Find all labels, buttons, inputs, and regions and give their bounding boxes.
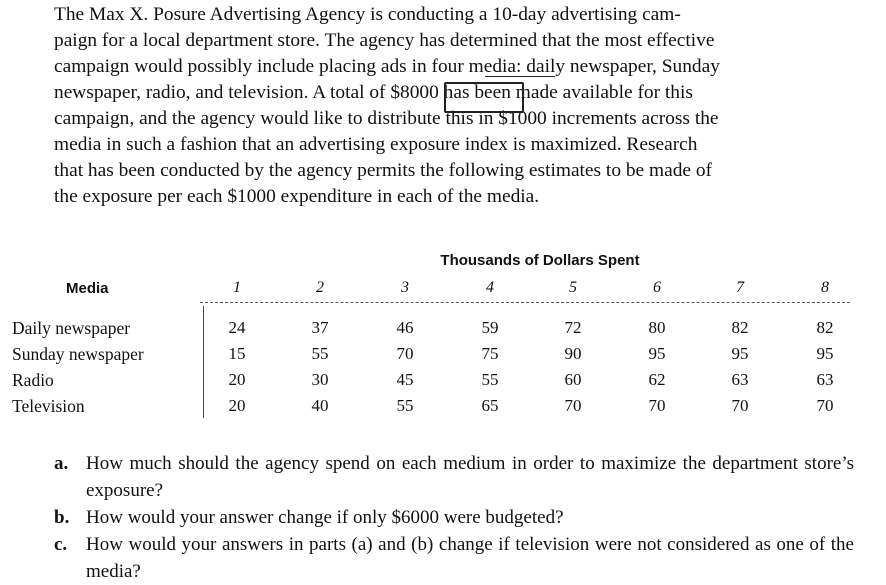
column-header: 7 (736, 279, 744, 296)
question-label: a. (54, 453, 69, 474)
table-cell: 20 (228, 396, 246, 415)
question-item (54, 450, 854, 504)
row-label: Sunday newspaper (12, 344, 144, 364)
column-header: 4 (486, 279, 494, 296)
problem-line: campaign, and the agency would like to distribute this in $1000 increments across the (54, 108, 719, 129)
table-caption: Thousands of Dollars Spent (440, 252, 640, 269)
table-header-rule (200, 302, 850, 303)
table-cell: 37 (311, 318, 329, 337)
media-column-header: Media (66, 280, 109, 297)
question-text: How would your answers in parts (a) and (b) change if television were not considered as one of the media? (86, 534, 854, 582)
table-cell: 95 (731, 344, 749, 363)
table-cell: 63 (816, 370, 834, 389)
table-cell: 59 (481, 318, 499, 337)
table-cell: 65 (481, 396, 499, 415)
table-cell: 15 (228, 344, 246, 363)
problem-line: that has been conducted by the agency permits the following estimates to be made of (54, 160, 713, 181)
row-label: Daily newspaper (12, 318, 131, 338)
table-cell: 82 (816, 318, 834, 337)
row-label: Radio (12, 370, 54, 390)
row-label: Television (12, 396, 85, 416)
table-cell: 55 (396, 396, 414, 415)
table-cell: 24 (228, 318, 246, 337)
table-cell: 55 (481, 370, 499, 389)
table-cell: 80 (648, 318, 666, 337)
question-text: How would your answer change if only $6000 were budgeted? (86, 507, 564, 528)
table-cell: 82 (731, 318, 749, 337)
table-cell: 70 (396, 344, 414, 363)
table-cell: 46 (396, 318, 414, 337)
question-text: How much should the agency spend on each medium in order to maximize the department store’s exposure? (86, 453, 854, 501)
question-list (54, 450, 854, 585)
table-cell: 30 (311, 370, 329, 389)
column-header: 3 (401, 279, 409, 296)
table-cell: 95 (816, 344, 834, 363)
table-cell: 20 (228, 370, 246, 389)
column-header: 2 (316, 279, 324, 296)
table-cell: 70 (648, 396, 666, 415)
question-item (54, 504, 854, 531)
problem-line: the exposure per each $1000 expenditure in each of the media. (54, 186, 540, 207)
table-cell: 40 (311, 396, 329, 415)
column-header: 5 (569, 279, 577, 296)
question-label: b. (54, 507, 70, 528)
problem-line: The Max X. Posure Advertising Agency is conducting a 10-day advertising cam- (54, 4, 681, 25)
table-cell: 62 (648, 370, 666, 389)
table-cell: 60 (564, 370, 582, 389)
problem-line: campaign would possibly include placing ads in four media: daily newspaper, Sunday (54, 56, 720, 77)
problem-line: media in such a fashion that an advertising exposure index is maximized. Research (54, 134, 698, 155)
table-cell: 55 (311, 344, 329, 363)
table-cell: 70 (731, 396, 749, 415)
column-header: 8 (821, 279, 829, 296)
table-cell: 72 (564, 318, 582, 337)
table-cell: 70 (816, 396, 834, 415)
column-header: 6 (653, 279, 661, 296)
table-cell: 95 (648, 344, 666, 363)
column-header: 1 (233, 279, 241, 296)
table-cell: 75 (481, 344, 499, 363)
table-cell: 63 (731, 370, 749, 389)
question-item (54, 531, 854, 585)
problem-line: newspaper, radio, and television. A total of $8000 has been made available for this (54, 82, 693, 103)
table-cell: 70 (564, 396, 582, 415)
table-side-rule (203, 306, 204, 418)
problem-line: paign for a local department store. The agency has determined that the most effective (54, 30, 715, 51)
question-label: c. (54, 534, 68, 555)
table-cell: 45 (396, 370, 414, 389)
table-cell: 90 (564, 344, 582, 363)
